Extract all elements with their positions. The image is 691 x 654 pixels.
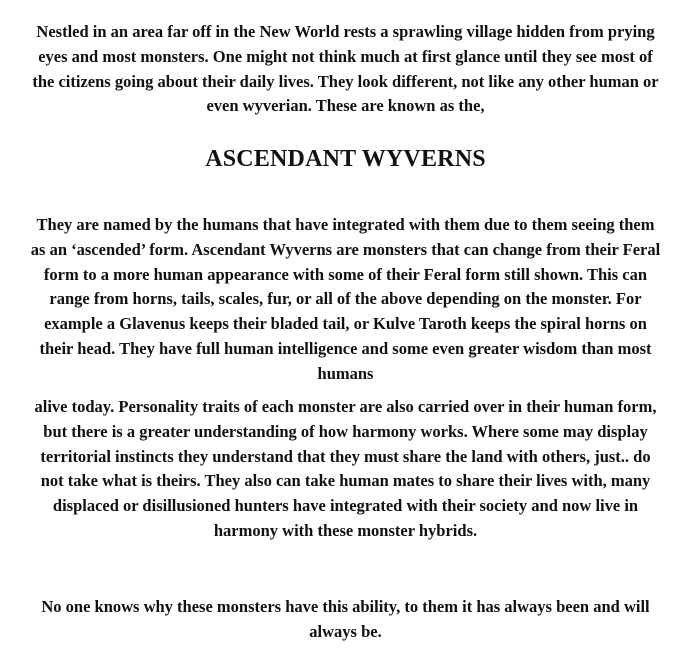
section-heading: ASCENDANT WYVERNS [205, 146, 486, 172]
intro-paragraph: Nestled in an area far off in the New World rests a sprawling village hidden from prying eyes and most monsters. One might not think much at first glance until they see most of the citizens going about their daily lives. They look different, not like any other human or even wyverian. These are known as the, [32, 22, 659, 116]
closing-paragraph: No one knows why these monsters have this ability, to them it has always been and will always be. [41, 597, 650, 641]
description-paragraph: They are named by the humans that have integrated with them due to them seeing them as an ‘ascended’ form. Ascendant Wyverns are monsters that can change from their Feral form to a more human appearance with some of their Feral form still shown. This can range from horns, tails, scales, fur, or all of the above depending on the monster. For example a Glavenus keeps their bladed tail, or Kulve Taroth keeps the spiral horns on their head. They have full human intelligence and some even greater wisdom than most humans [30, 215, 661, 383]
continuation-paragraph: alive today. Personality traits of each monster are also carried over in their human form, but there is a greater understanding of how harmony works. Where some may display territorial instincts they understand that they must share the land with others, just.. do not take what is theirs. They also can take human mates to share their lives with, many displaced or disillusioned hunters have integrated with their society and now live in harmony with these monster hybrids. [34, 397, 657, 540]
